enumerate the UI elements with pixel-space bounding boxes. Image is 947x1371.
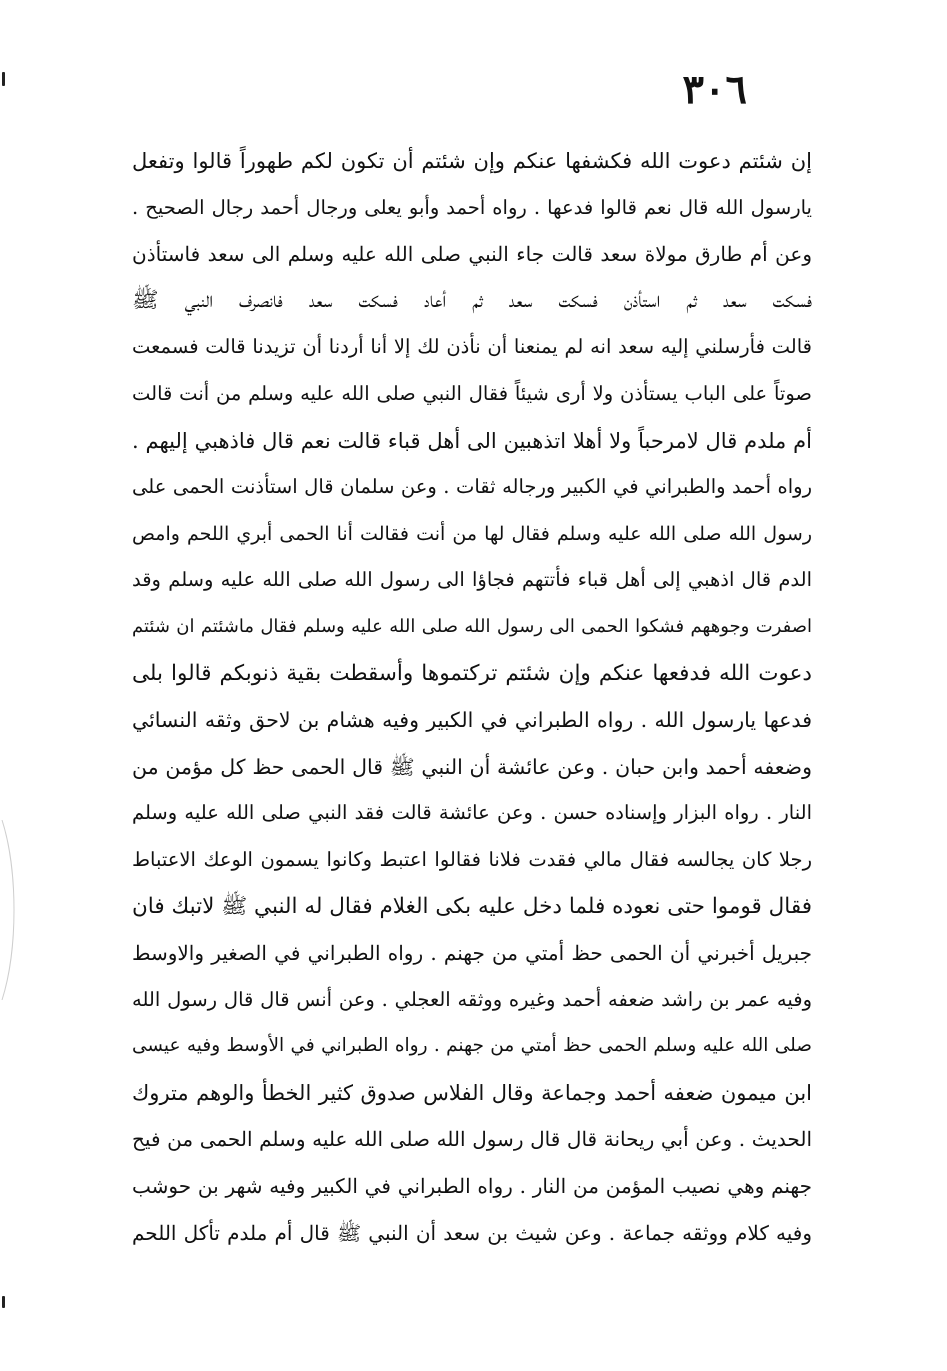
- text-line: صلى الله عليه وسلم الحمى حظ أمتي من جهنم . رواه الطبراني في الأوسط وفيه عيسى: [132, 1035, 812, 1057]
- text-line: وفيه عمر بن راشد ضعفه أحمد وغيره ووثقه العجلي . وعن أنس قال قال رسول الله: [132, 987, 812, 1011]
- margin-mark: [2, 1296, 5, 1308]
- text-line: فسكت سعد ثم استأذن فسكت سعد ثم أعاد فسكت سعد فانصرف النبي ﷺ: [132, 287, 812, 313]
- text-line: يارسول الله قال نعم قالوا فدعها . رواه أحمد وأبو يعلى ورجال أحمد رجال الصحيح .: [132, 195, 812, 219]
- text-line: أم ملدم قال لامرحباً ولا أهلا اتذهبين الى أهل قباء قالت نعم قال فاذهبي إليهم .: [132, 428, 812, 453]
- text-line: إن شئتم دعوت الله فكشفها عنكم وإن شئتم أن تكون لكم طهوراً قالوا وتفعل: [132, 149, 812, 173]
- text-line: صوتاً على الباب يستأذن ولا أرى شيئاً فقال النبي صلى الله عليه وسلم من أنت قالت: [132, 381, 812, 405]
- text-line: جبريل أخبرني أن الحمى حظ أمتي من جهنم . رواه الطبراني في الصغير والاوسط: [132, 941, 812, 966]
- text-line: وضعفه أحمد وابن حبان . وعن عائشة أن النبي ﷺ قال الحمى حظ كل مؤمن من: [132, 754, 812, 779]
- page-edge-curve: [0, 820, 22, 1000]
- text-line: وعن أم طارق مولاة سعد قالت جاء النبي صلى الله عليه وسلم الى سعد فاستأذن: [132, 242, 812, 267]
- text-line: دعوت الله فدفعها عنكم وإن شئتم تركتموها وأسقطت بقية ذنوبكم قالوا بلى: [132, 660, 812, 686]
- margin-mark: [2, 72, 5, 86]
- text-line: رجلا كان يجالسه فقال مالي فقدت فلانا فقالوا اعتبط وكانوا يسمون الوعك الاعتباط: [132, 847, 812, 871]
- text-line: رواه أحمد والطبراني في الكبير ورجاله ثقات . وعن سلمان قال استأذنت الحمى على: [132, 475, 812, 499]
- text-line: ابن ميمون ضعفه أحمد وجماعة وقال الفلاس صدوق كثير الخطأ والوهم متروك: [132, 1080, 812, 1105]
- text-line: فقال قوموا حتى نعوده فلما دخل عليه بكى الغلام فقال له النبي ﷺ لاتبك فان: [132, 893, 812, 919]
- text-line: رسول الله صلى الله عليه وسلم فقال لها من أنت فقالت أنا الحمى أبري اللحم وامص: [132, 522, 812, 545]
- text-line: فدعها يارسول الله . رواه الطبراني في الكبير وفيه هشام بن لاحق وثقه النسائي: [132, 708, 812, 733]
- text-line: النار . رواه البزار وإسناده حسن . وعن عائشة قالت فقد النبي صلى الله عليه وسلم: [132, 801, 812, 825]
- text-line: الدم قال اذهبي إلى أهل قباء فأتتهم فجاؤا الى رسول الله صلى الله عليه وسلم وقد: [132, 568, 812, 592]
- body-text: [132, 138, 812, 1256]
- text-line: الحديث . وعن أبي ريحانة قال قال رسول الله صلى الله عليه وسلم الحمى من فيح: [132, 1127, 812, 1152]
- text-line: قالت فأرسلني إليه سعد انه لم يمنعنا أن نأذن لك إلا أنا أردنا أن تزيدنا قالت فسمعت: [132, 335, 812, 359]
- text-line: جهنم وهي نصيب المؤمن من النار . رواه الطبراني في الكبير وفيه شهر بن حوشب: [132, 1174, 812, 1199]
- text-line: وفيه كلام ووثقه جماعة . وعن شيث بن سعد أن النبي ﷺ قال أم ملدم تأكل اللحم: [132, 1220, 812, 1245]
- page-number: ٣٠٦: [682, 66, 747, 113]
- text-line: اصفرت وجوههم فشكوا الحمى الى رسول الله صلى الله عليه وسلم فقال ماشئتم ان شئتم: [132, 615, 812, 637]
